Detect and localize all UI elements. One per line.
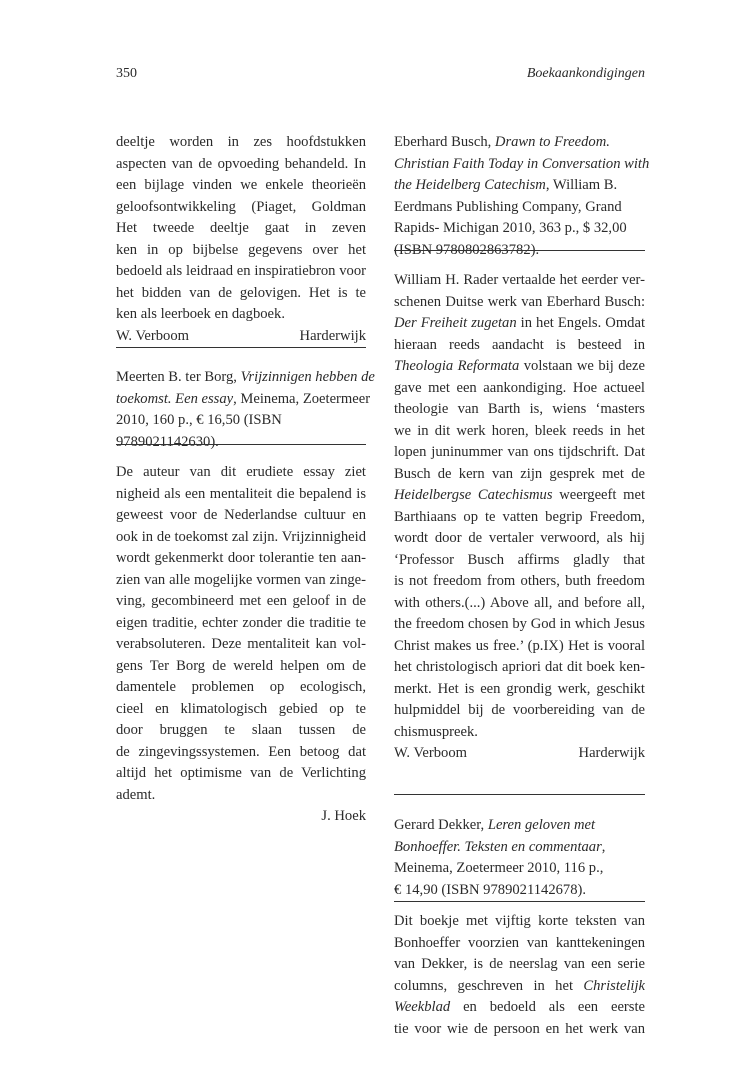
text-line: [394, 335, 645, 357]
text-line: [394, 464, 645, 486]
divider-rule: [116, 347, 366, 348]
text-line: [394, 593, 645, 615]
italic-title: Drawn to Freedom.: [494, 134, 610, 150]
text-segment: tie voor wie de persoon en het werk van: [394, 1020, 645, 1037]
text-segment: altijd het optimisme van de Verlichting: [116, 765, 366, 781]
text-line: [394, 218, 645, 240]
text-line: [394, 858, 645, 880]
text-line: [394, 997, 645, 1019]
italic-title: the Heidelberg Catechism: [394, 177, 546, 193]
text-line: [394, 657, 645, 679]
text-line: [116, 505, 366, 527]
reviewer-place: Harderwijk: [578, 745, 645, 761]
text-line: [394, 313, 645, 335]
text-segment: weergeeft met: [559, 487, 645, 503]
book-citation: [394, 815, 645, 901]
text-line: [116, 613, 366, 635]
text-line: [116, 218, 366, 240]
text-segment: deeltje worden in zes hoofdstukken: [116, 134, 366, 150]
text-segment: bedoeld als leidraad en inspiratiebron voor: [116, 263, 366, 279]
reviewer-name: W. Verboom: [394, 745, 467, 761]
text-segment: schenen Duitse werk van Eberhard Busch:: [394, 293, 645, 310]
text-segment: wordt gekenmerkt door tolerantie ten aan-: [116, 550, 366, 566]
text-segment: nigheid als een mentaliteit die bepalend is: [116, 485, 366, 502]
text-line: [394, 1019, 645, 1041]
text-line: [394, 197, 645, 219]
text-line: [394, 933, 645, 955]
text-segment: hulpmiddel bij de voorbereiding van de: [394, 702, 645, 718]
divider-rule: [394, 794, 645, 795]
text-line: [394, 679, 645, 701]
text-line: [394, 421, 645, 443]
text-line: [394, 507, 645, 529]
divider-rule: [394, 901, 645, 902]
reviewer-name: J. Hoek: [321, 808, 366, 824]
text-segment: aspecten van de opvoeding behandeld. In: [116, 155, 366, 172]
text-segment: in het Engels. Omdat: [516, 315, 645, 331]
text-segment: 9789021142630).: [116, 433, 219, 450]
text-segment: Het tweede deeltje gaat in zeven: [116, 220, 366, 236]
text-segment: ,: [601, 838, 606, 855]
text-segment: chismuspreek.: [394, 723, 478, 740]
text-segment: is not freedom from others, buth freedom: [394, 573, 645, 589]
review-paragraph: [394, 270, 645, 765]
review-paragraph: [394, 911, 645, 1040]
italic-title: Heidelbergse Catechismus: [394, 487, 553, 503]
text-segment: ook in de toekomst zal zijn. Vrijzinnigheid: [116, 528, 366, 545]
text-segment: volstaan we bij deze: [523, 358, 645, 374]
text-segment: door bruggen te slaan tussen de: [116, 722, 366, 738]
text-line: [394, 722, 645, 744]
italic-title: Bonhoeffer. Teksten en commentaar: [394, 838, 602, 855]
text-line: [394, 880, 645, 902]
text-segment: de zingevingssystemen. Een betoog dat: [116, 743, 366, 760]
text-line: [394, 571, 645, 593]
text-segment: gens Ter Borg de wereld helpen om de: [116, 657, 366, 674]
text-line: [116, 720, 366, 742]
italic-title: Leren geloven met: [487, 817, 596, 833]
text-segment: Meinema, Zoetermeer 2010, 116 p.,: [394, 860, 604, 876]
text-segment: en bedoeld als een eerste: [463, 999, 645, 1015]
text-line: [394, 614, 645, 636]
text-segment: een bijlage vinden we enkele theorieën: [116, 177, 366, 193]
text-segment: € 14,90 (ISBN 9789021142678).: [394, 881, 587, 898]
italic-title: toekomst. Een essay: [116, 390, 234, 407]
text-segment: geweest voor de Nederlandse cultuur en: [116, 507, 366, 523]
text-line: [116, 175, 366, 197]
text-line: [394, 442, 645, 464]
book-citation: [394, 132, 650, 261]
italic-title: Weekblad: [394, 999, 451, 1015]
text-line: [116, 197, 366, 219]
text-line: [394, 175, 645, 197]
text-line: [116, 591, 366, 613]
text-segment: geloofsontwikkeling (Piaget, Goldman: [116, 198, 366, 215]
text-line: [116, 304, 366, 326]
text-segment: Dit boekje met vijftig korte teksten van: [394, 913, 645, 929]
text-segment: , Meinema, Zoetermeer: [233, 390, 371, 407]
text-line: [116, 742, 366, 764]
text-line: [116, 763, 366, 785]
text-segment: Bonhoeffer voorzien van kanttekeningen: [394, 934, 645, 951]
text-line: [394, 636, 645, 658]
text-segment: ving, gecombineerd met een geloof in de: [116, 593, 366, 609]
text-segment: hieraan reeds aandacht is besteed in: [394, 336, 645, 353]
reviewer-signature: [116, 326, 366, 348]
italic-title: Christian Faith Today in Conversation with: [394, 155, 650, 172]
text-line: [116, 462, 366, 484]
text-segment: Gerard Dekker,: [394, 817, 488, 833]
reviewer-place: Harderwijk: [299, 327, 366, 344]
text-line: [394, 399, 645, 421]
text-line: [116, 677, 366, 699]
text-segment: ken in op bijbelse gegevens over het: [116, 241, 366, 258]
text-line: [394, 132, 645, 154]
text-line: [394, 911, 645, 933]
text-line: [394, 292, 645, 314]
text-line: [116, 240, 366, 262]
text-line: [116, 367, 375, 389]
text-segment: eigen traditie, echter zonder die traditie te: [116, 614, 366, 631]
text-segment: the freedom chosen by God in which Jesus: [394, 616, 645, 632]
page-number: 350: [116, 66, 137, 81]
text-segment: damentele problemen op ecologisch,: [116, 679, 366, 695]
text-line: [116, 283, 366, 305]
text-segment: gave met een aankondiging. Hoe actueel: [394, 379, 645, 396]
text-line: [116, 154, 366, 176]
text-line: [394, 700, 645, 722]
text-segment: Christ makes us free.’ (p.IX) Het is vooral: [394, 637, 645, 654]
reviewer-signature: [394, 743, 645, 765]
text-line: [116, 548, 366, 570]
reviewer-name: W. Verboom: [116, 327, 189, 344]
review-paragraph: [116, 462, 366, 828]
text-line: [116, 570, 366, 592]
text-line: [116, 261, 366, 283]
text-segment: 2010, 160 p., € 16,50 (ISBN: [116, 412, 282, 428]
text-line: [394, 270, 645, 292]
text-line: [394, 954, 645, 976]
text-segment: het christologisch apriori dat dit boek ken-: [394, 659, 645, 675]
text-line: [394, 154, 650, 176]
text-segment: zien van alle mogelijke vormen van zinge-: [116, 571, 366, 588]
text-line: [116, 389, 371, 411]
text-segment: ken als leerboek en dagboek.: [116, 306, 285, 322]
text-line: [116, 527, 366, 549]
text-line: [394, 528, 645, 550]
divider-rule: [116, 444, 366, 445]
text-segment: Rapids- Michigan 2010, 363 p., $ 32,00: [394, 220, 627, 236]
text-segment: cieel en klimatologisch gebied op te: [116, 700, 366, 717]
text-segment: De auteur van dit erudiete essay ziet: [116, 464, 366, 480]
text-line: [394, 378, 645, 400]
text-line: [394, 837, 645, 859]
text-line: [116, 785, 366, 807]
text-segment: Eerdmans Publishing Company, Grand: [394, 198, 622, 215]
text-line: [394, 485, 645, 507]
text-segment: William H. Rader vertaalde het eerder ver-: [394, 272, 645, 288]
text-segment: Eberhard Busch,: [394, 134, 495, 150]
review-paragraph: [116, 132, 366, 347]
book-citation: [116, 367, 375, 453]
divider-rule: [394, 250, 645, 251]
text-segment: Busch de kern van zijn gesprek met de: [394, 465, 645, 482]
text-segment: Barthiaans op te vatten begrip Freedom,: [394, 508, 645, 525]
text-segment: Meerten B. ter Borg,: [116, 369, 241, 385]
text-segment: with others.(...) Above all, and before all,: [394, 594, 645, 611]
text-segment: , William B.: [545, 177, 618, 193]
text-line: [394, 550, 645, 572]
text-line: [116, 634, 366, 656]
text-line: [394, 815, 645, 837]
text-segment: ademt.: [116, 786, 156, 803]
text-segment: (ISBN 9780802863782).: [394, 241, 540, 258]
text-segment: columns, geschreven in het: [394, 977, 584, 994]
text-segment: we in dit werk horen, bleek reeds in het: [394, 422, 645, 439]
italic-title: Vrijzinnigen hebben de: [240, 369, 375, 385]
text-segment: het bidden van de gelovigen. Het is te: [116, 284, 366, 301]
text-line: [394, 356, 645, 378]
text-segment: ‘Professor Busch affirms gladly that: [394, 551, 645, 568]
text-segment: lopen juninummer van ons tijdschrift. Dat: [394, 444, 645, 460]
italic-title: Theologia Reformata: [394, 358, 520, 374]
text-segment: merkt. Het is een grondig werk, geschikt: [394, 680, 645, 697]
text-line: [116, 132, 366, 154]
text-line: [116, 410, 366, 432]
running-head: Boekaankondigingen: [526, 66, 645, 81]
text-segment: wordt door de vertaler verwoord, als hij: [394, 530, 645, 546]
text-segment: van Dekker, is de neerslag van een serie: [394, 956, 645, 972]
italic-title: Der Freiheit zugetan: [394, 315, 517, 331]
text-line: [116, 656, 366, 678]
text-line: [116, 484, 366, 506]
text-line: [394, 976, 645, 998]
text-line: [116, 432, 366, 454]
text-line: [116, 699, 366, 721]
text-segment: verabsoluteren. Deze mentaliteit kan vol-: [116, 636, 366, 652]
italic-title: Christelijk: [583, 977, 645, 994]
text-segment: theologie van Barth is, wiens ‘masters: [394, 401, 645, 417]
